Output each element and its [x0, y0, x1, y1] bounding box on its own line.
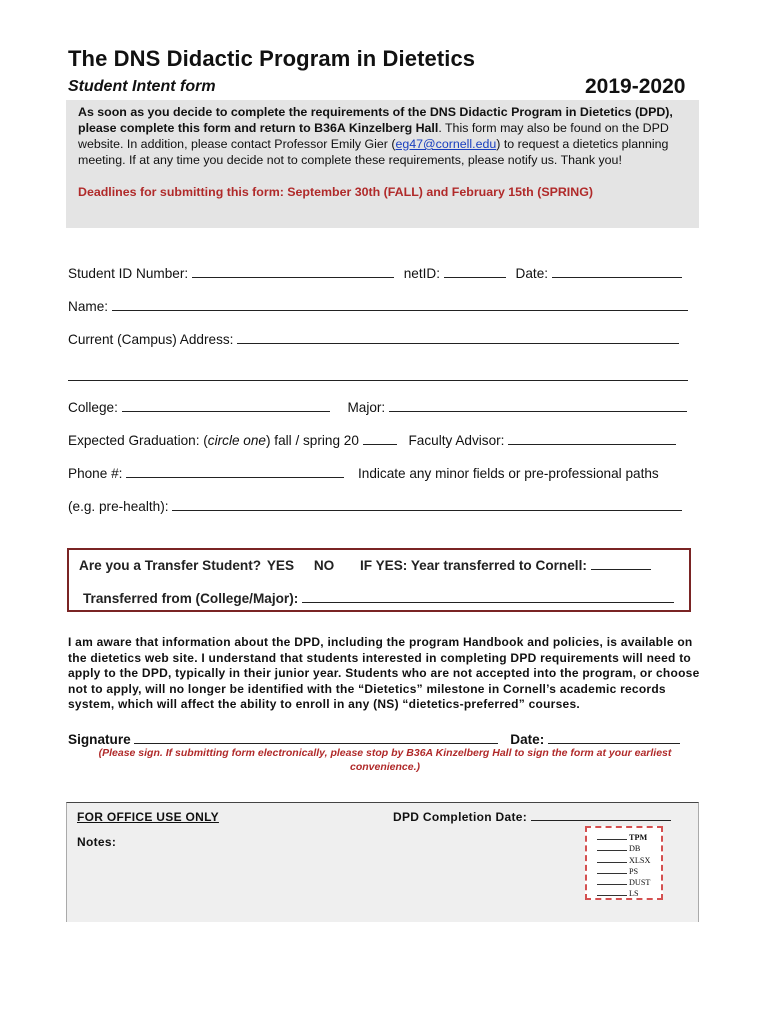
checklist-item	[597, 866, 661, 877]
checklist-item-label: XLSX	[629, 855, 651, 865]
awareness-text: I am aware that information about the DPD, including the program Handbook and policies, is available on the dietetics web site. I understand that students interested in completing DPD requirements will need to apply to the DPD, typically in their junior year. Students who are not accepted into the program, or choose not to apply, will no longer be identified with the “Dietetics” milestone in Cornell’s academic records system, which will affect the ability to enroll in any (NS) “dietetics-preferred” courses.	[68, 635, 700, 712]
advisor-field[interactable]	[508, 432, 676, 445]
checklist-item-label: PS	[629, 866, 639, 876]
address-row	[68, 331, 679, 347]
transfer-box	[67, 548, 691, 612]
graduation-row	[68, 432, 676, 448]
checklist-item-label: TPM	[629, 833, 648, 842]
prehealth-label: (e.g. pre-health):	[68, 499, 169, 514]
graduation-year-field[interactable]	[363, 432, 397, 445]
address-field-line-2[interactable]	[68, 368, 688, 381]
date-field[interactable]	[552, 265, 682, 278]
date-label: Date:	[515, 266, 549, 281]
completion-date-field[interactable]	[531, 810, 671, 821]
circle-one-text: circle one	[207, 433, 266, 448]
checklist-line[interactable]	[597, 843, 627, 851]
intro-text-1: . This form may also be found on the DPD website. In addition, please contact Professor Emily Gier (	[78, 121, 669, 151]
transfer-from-row	[83, 590, 674, 606]
college-field[interactable]	[122, 399, 330, 412]
signature-date-label: Date:	[510, 732, 545, 747]
office-checklist	[585, 826, 663, 900]
signature-row	[68, 731, 680, 747]
form-subtitle: Student Intent form	[68, 78, 216, 95]
graduation-label-suffix: ) fall / spring 20	[265, 433, 359, 448]
intro-bold: As soon as you decide to complete the requirements of the DNS Didactic Program in Dietetics (DPD), please complete this form and return to B36A Kinzelberg Hall	[78, 105, 673, 135]
name-label: Name:	[68, 299, 109, 314]
minor-label: Indicate any minor fields or pre-professional paths	[357, 466, 659, 481]
checklist-line[interactable]	[597, 877, 627, 885]
name-row	[68, 298, 688, 314]
transfer-year-field[interactable]	[591, 557, 651, 570]
completion-date-label: DPD Completion Date:	[393, 810, 528, 824]
transfer-yes-option[interactable]: YES	[266, 558, 295, 573]
checklist-item-label: DUST	[629, 878, 651, 888]
address-field[interactable]	[237, 331, 679, 344]
intro-box	[66, 100, 699, 228]
prehealth-field[interactable]	[172, 498, 682, 511]
checklist-item-label: DB	[629, 844, 641, 854]
academic-year: 2019-2020	[585, 75, 686, 98]
student-id-field[interactable]	[192, 265, 394, 278]
major-label: Major:	[347, 400, 386, 415]
transfer-question: Are you a Transfer Student?	[79, 558, 262, 573]
checklist-item-label: LS	[629, 889, 639, 899]
awareness-statement	[68, 635, 708, 713]
checklist-line[interactable]	[597, 832, 627, 840]
phone-label: Phone #:	[68, 466, 123, 481]
transfer-from-label: Transferred from (College/Major):	[83, 591, 299, 606]
signature-date-field[interactable]	[548, 731, 680, 744]
contact-email-link[interactable]: eg47@cornell.edu	[395, 137, 497, 151]
netid-label: netID:	[403, 266, 440, 281]
transfer-from-field[interactable]	[302, 590, 674, 603]
deadline-text: Deadlines for submitting this form: September 30th (FALL) and February 15th (SPRING)	[78, 185, 593, 199]
completion-date-row	[393, 810, 671, 824]
checklist-item	[597, 843, 661, 854]
checklist-item	[597, 877, 661, 888]
checklist-line[interactable]	[597, 855, 627, 863]
phone-row	[68, 465, 659, 481]
name-field[interactable]	[112, 298, 688, 311]
transfer-year-label: IF YES: Year transferred to Cornell:	[359, 558, 587, 573]
netid-field[interactable]	[444, 265, 506, 278]
office-use-label: FOR OFFICE USE ONLY	[77, 810, 219, 824]
transfer-question-row	[79, 557, 651, 573]
notes-label: Notes:	[77, 835, 117, 849]
transfer-no-option[interactable]: NO	[313, 558, 335, 573]
signature-field[interactable]	[134, 731, 498, 744]
intro-text-2: ) to request a dietetics planning meeting. If at any time you decide not to complete these requirements, please notify us. Thank you!	[78, 137, 669, 167]
college-label: College:	[68, 400, 118, 415]
checklist-item	[597, 855, 661, 866]
college-row	[68, 399, 687, 415]
graduation-label-prefix: Expected Graduation: (	[68, 433, 208, 448]
prehealth-row	[68, 498, 682, 514]
intro-text	[78, 104, 687, 168]
student-id-row	[68, 265, 682, 281]
checklist-item	[597, 888, 661, 899]
major-field[interactable]	[389, 399, 687, 412]
checklist-line[interactable]	[597, 866, 627, 874]
form-title: The DNS Didactic Program in Dietetics	[68, 46, 476, 71]
checklist-line[interactable]	[597, 888, 627, 896]
signature-note: (Please sign. If submitting form electronically, please stop by B36A Kinzelberg Hall to sign the form at your earliest convenience.)	[98, 747, 672, 773]
signature-label: Signature	[68, 732, 131, 747]
checklist-item	[597, 832, 661, 843]
student-id-label: Student ID Number:	[68, 266, 189, 281]
phone-field[interactable]	[126, 465, 344, 478]
address-label: Current (Campus) Address:	[68, 332, 234, 347]
advisor-label: Faculty Advisor:	[408, 433, 505, 448]
